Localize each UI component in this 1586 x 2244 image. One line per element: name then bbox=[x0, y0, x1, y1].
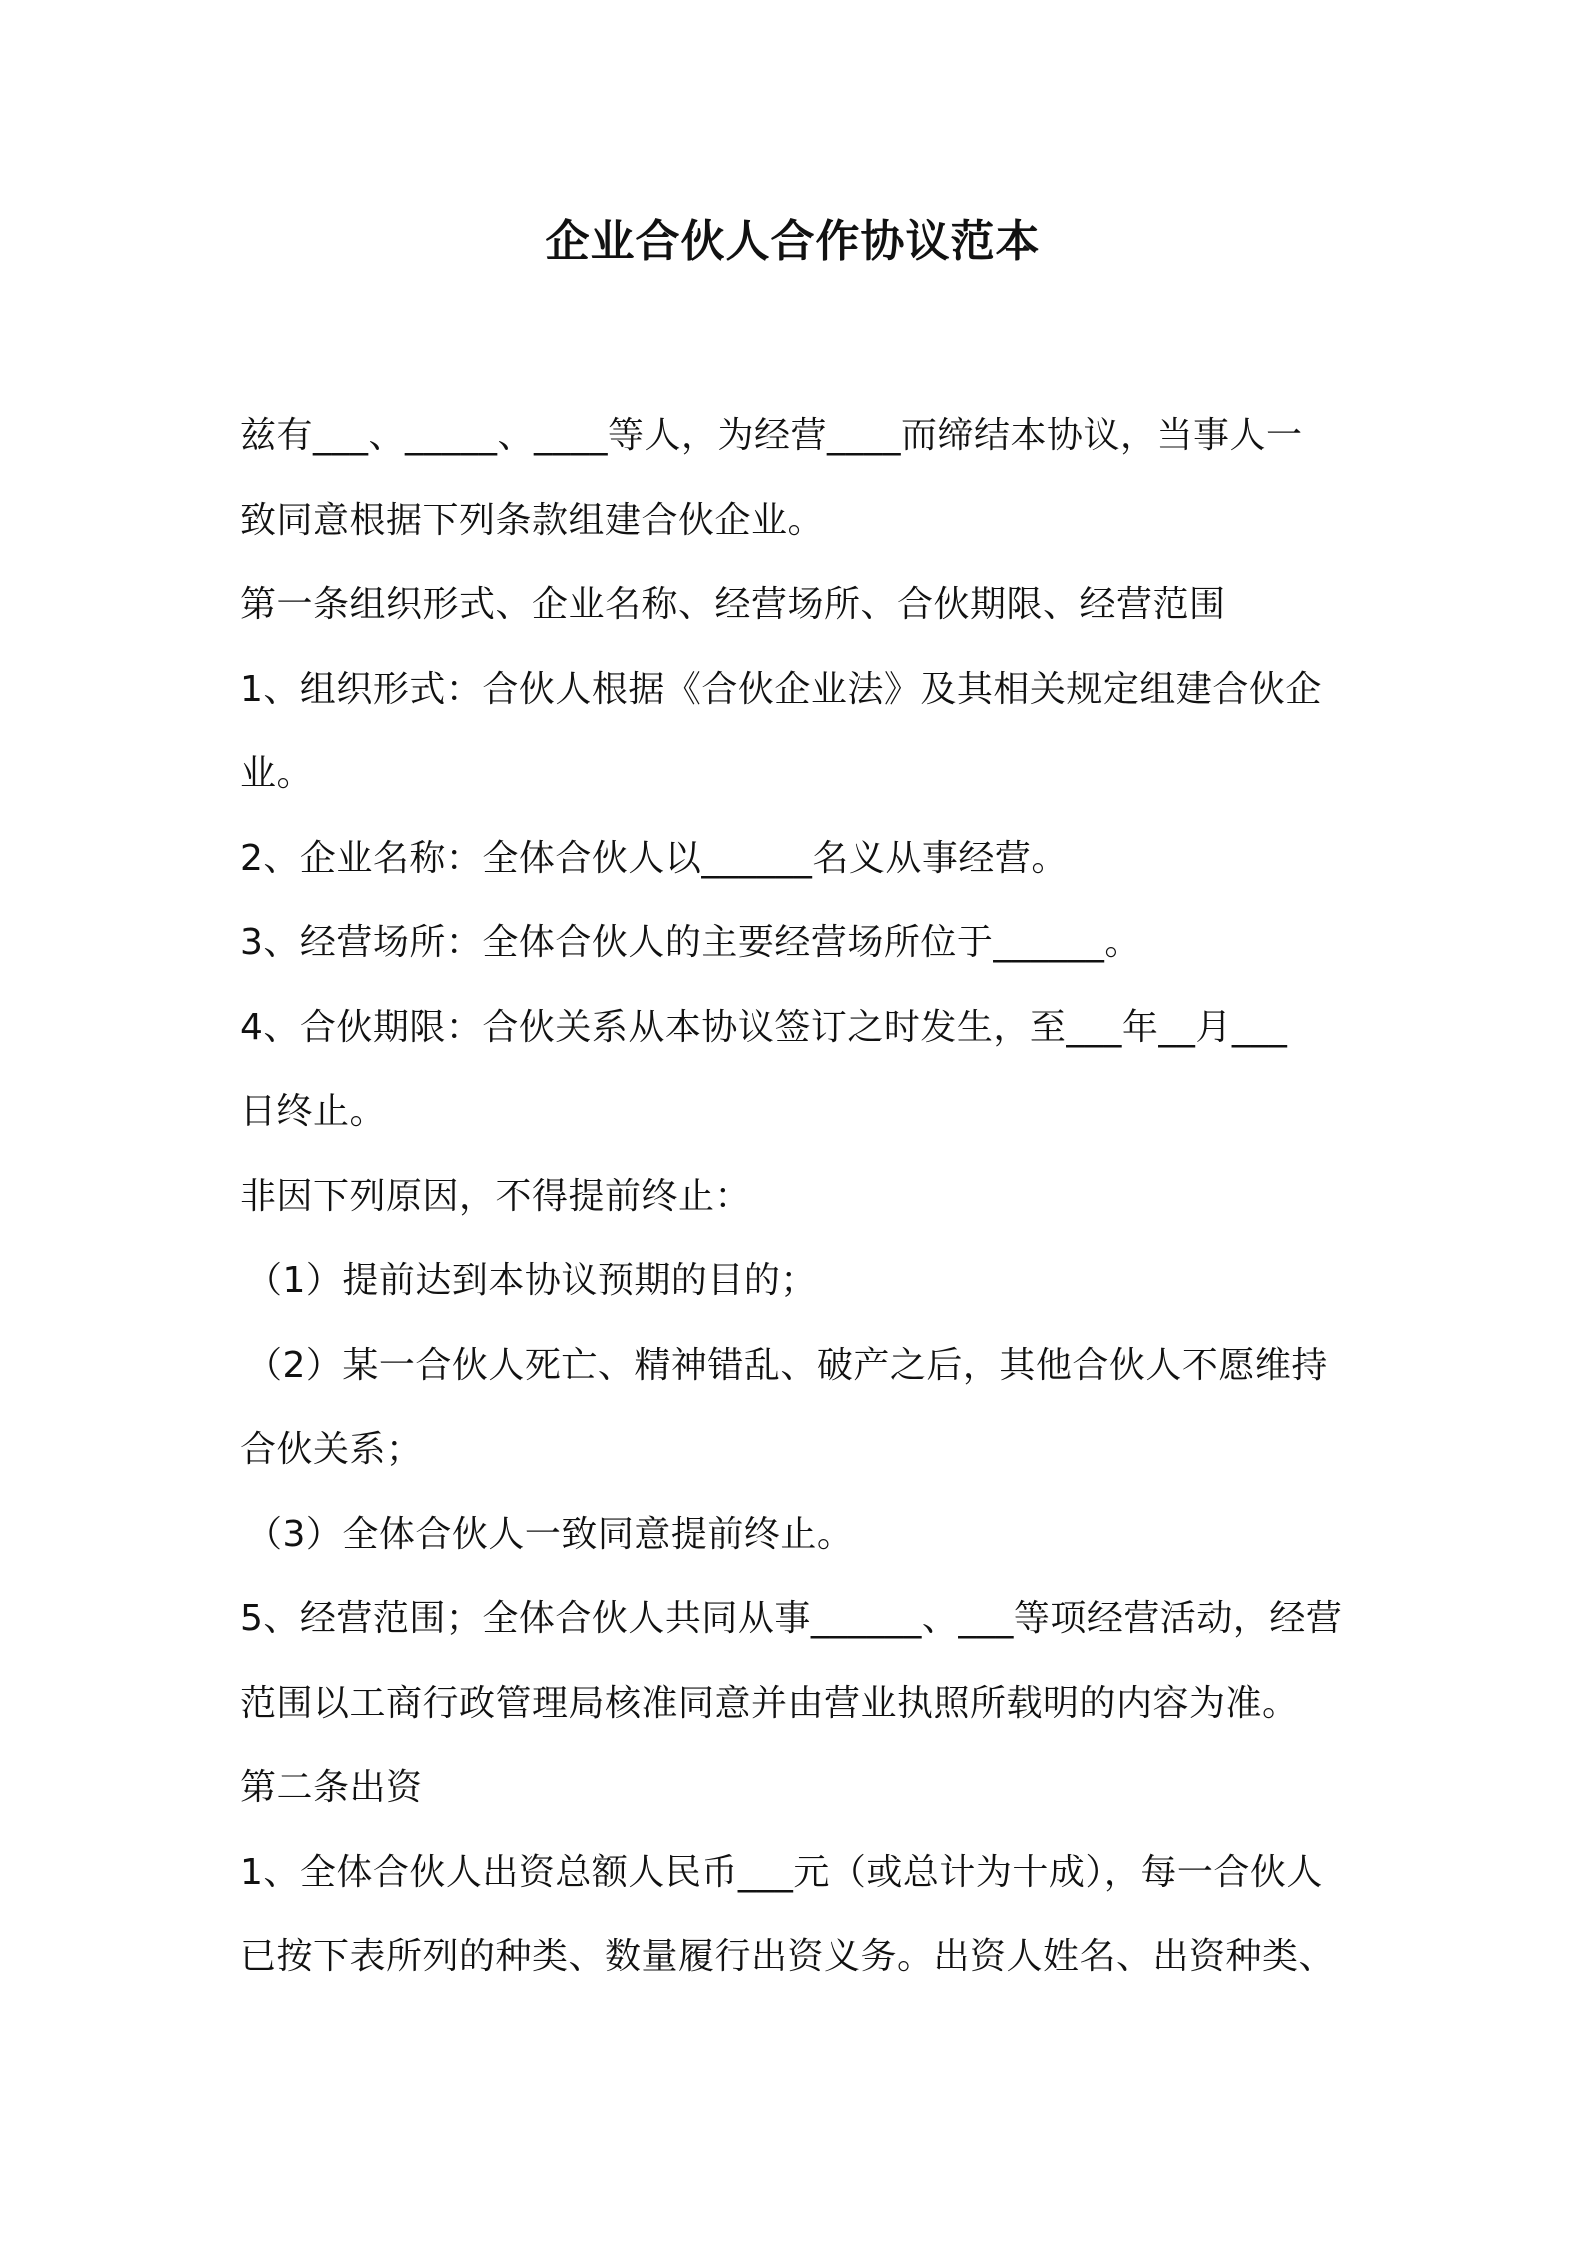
document-body bbox=[240, 406, 1360, 2012]
body-line: 致同意根据下列条款组建合伙企业。 bbox=[240, 499, 825, 541]
body-line: 范围以工商行政管理局核准同意并由营业执照所载明的内容为准。 bbox=[240, 1682, 1299, 1724]
body-line: 非因下列原因，不得提前终止： bbox=[240, 1175, 752, 1217]
body-line: 合伙关系； bbox=[240, 1429, 423, 1470]
body-line: 兹有___、_____、____等人，为经营____而缔结本协议，当事人一 bbox=[240, 415, 1303, 456]
body-line: 2、企业名称：全体合伙人以______名义从事经营。 bbox=[240, 837, 1068, 879]
list-item: （2）某一合伙人死亡、精神错乱、破产之后，其他合伙人不愿维持 bbox=[246, 1344, 1328, 1386]
body-line: 业。 bbox=[240, 753, 314, 794]
list-item: （1）提前达到本协议预期的目的； bbox=[246, 1260, 817, 1301]
body-line: 日终止。 bbox=[240, 1091, 387, 1132]
body-line: 4、合伙期限：合伙关系从本协议签订之时发生，至___年__月___ bbox=[240, 1006, 1288, 1048]
body-line: 5、经营范围；全体合伙人共同从事______、___等项经营活动，经营 bbox=[240, 1598, 1343, 1639]
body-line: 3、经营场所：全体合伙人的主要经营场所位于______。 bbox=[240, 922, 1141, 963]
body-line: 1、全体合伙人出资总额人民币___元（或总计为十成），每一合伙人 bbox=[240, 1851, 1323, 1893]
body-line: 1、组织形式：合伙人根据《合伙企业法》及其相关规定组建合伙企 bbox=[240, 668, 1322, 710]
section-heading: 第二条出资 bbox=[240, 1767, 423, 1808]
list-item: （3）全体合伙人一致同意提前终止。 bbox=[246, 1513, 854, 1555]
page-title: 企业合伙人合作协议范本 bbox=[545, 216, 1041, 267]
section-heading: 第一条组织形式、企业名称、经营场所、合伙期限、经营范围 bbox=[240, 584, 1226, 625]
body-line: 已按下表所列的种类、数量履行出资义务。出资人姓名、出资种类、 bbox=[240, 1936, 1336, 1977]
